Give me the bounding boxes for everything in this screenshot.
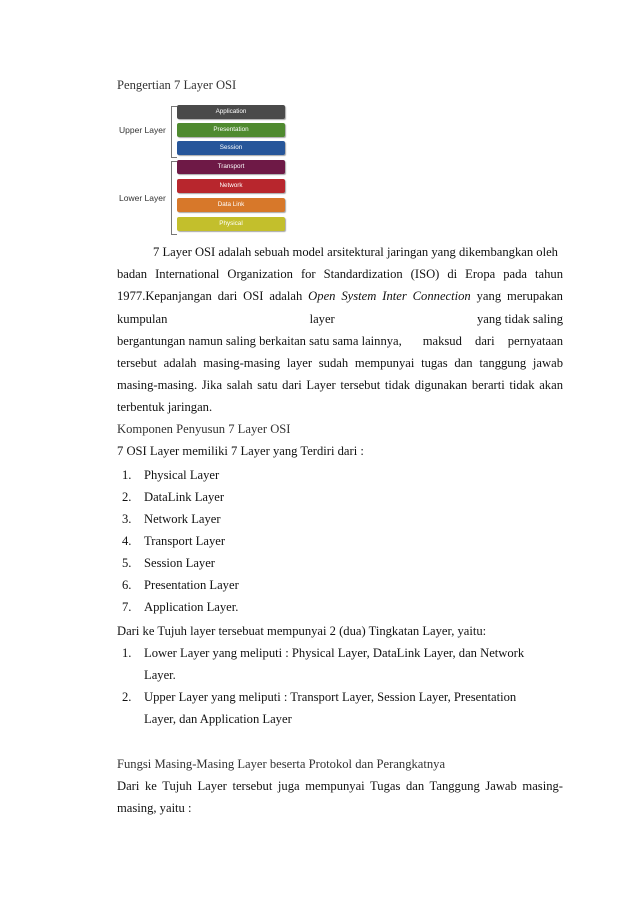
intro-line-2: badan International Organization for Standardization (ISO) di Eropa pada tahun (117, 267, 563, 281)
osi-expansion: Open System Inter Connection (308, 289, 471, 303)
intro-line-1: 7 Layer OSI adalah sebuah model arsitektural jaringan yang dikembangkan oleh (153, 245, 558, 259)
section-heading-fungsi: Fungsi Masing-Masing Layer beserta Protokol dan Perangkatnya (117, 757, 446, 771)
intro-line-7: masing-masing. Jika salah satu dari Layer tersebut tidak digunakan berarti tidak akan (117, 378, 563, 392)
intro-line-3: 1977.Kepanjangan dari OSI adalah Open System Inter Connection yang merupakan (117, 289, 563, 303)
intro-line-6: tersebut adalah masing-masing layer sudah mempunyai tugas dan tanggung jawab (117, 356, 563, 370)
layer-transport: Transport (177, 160, 285, 174)
list-item: 2. DataLink Layer (122, 490, 225, 504)
list-item: 3. Network Layer (122, 512, 221, 526)
layer-session: Session (177, 141, 285, 155)
section-heading-komponen: Komponen Penyusun 7 Layer OSI (117, 422, 291, 436)
layer-data-link: Data Link (177, 198, 285, 212)
layer-network: Network (177, 179, 285, 193)
list-item: 6. Presentation Layer (122, 578, 239, 592)
upper-layer-label: Upper Layer (119, 125, 166, 135)
tier-list (117, 642, 563, 730)
fungsi-line-2: masing, yaitu : (117, 801, 192, 815)
intro-line-8: terbentuk jaringan. (117, 400, 213, 414)
list-item: 4. Transport Layer (122, 534, 226, 548)
list-item: 5. Session Layer (122, 556, 215, 570)
intro-line-5: bergantungan namun saling berkaitan satu sama lainnya, maksud dari pernyataan (117, 334, 563, 348)
list-item: 1. Lower Layer yang meliputi : Physical Layer, DataLink Layer, dan Network Layer. (122, 646, 525, 682)
list-item: 7. Application Layer. (122, 600, 239, 614)
lower-layer-label: Lower Layer (119, 193, 166, 203)
osi-layer-diagram (117, 98, 287, 238)
fungsi-line-1: Dari ke Tujuh Layer tersebut juga mempunyai Tugas dan Tanggung Jawab masing- (117, 779, 563, 793)
list-item: 2. Upper Layer yang meliputi : Transport Layer, Session Layer, Presentation Layer, dan Application Layer (122, 690, 517, 726)
list-item: 1. Physical Layer (122, 468, 220, 482)
section-title-osi: Pengertian 7 Layer OSI (117, 78, 237, 92)
layer-presentation: Presentation (177, 123, 285, 137)
layers-lead: 7 OSI Layer memiliki 7 Layer yang Terdiri dari : (117, 444, 364, 458)
layer-physical: Physical (177, 217, 285, 231)
intro-line-4: kumpulan layer yang tidak saling (117, 312, 563, 326)
layer-list (117, 464, 563, 618)
layer-application: Application (177, 105, 285, 119)
tiers-lead: Dari ke Tujuh layer tersebuat mempunyai 2 (dua) Tingkatan Layer, yaitu: (117, 624, 487, 638)
